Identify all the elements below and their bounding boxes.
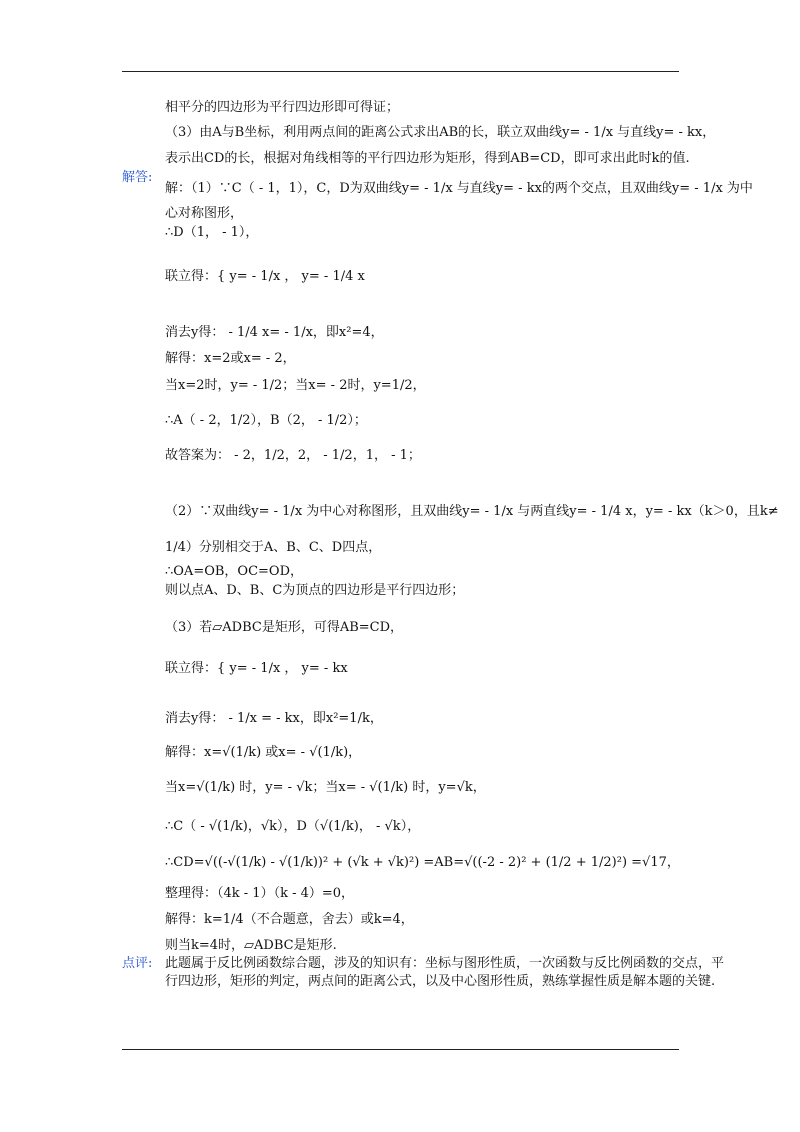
- text-line-10: 当x=2时，y= - 1/2；当x= - 2时，y=1/2，: [165, 378, 426, 393]
- text-line-15: ∴OA=OB，OC=OD，: [165, 564, 303, 579]
- text-line-2: （3）由A与B坐标，利用两点间的距离公式求出AB的长，联立双曲线y= - 1/x 与直线y= - kx，: [165, 125, 716, 140]
- text-line-23: ∴CD=√((-√(1/k) - √(1/k))² + (√k + √k)²) =AB=√((-2 - 2)² + (1/2 + 1/2)²) =√17，: [165, 855, 680, 870]
- text-line-4: 解：（1）∵C（ - 1，1），C，D为双曲线y= - 1/x 与直线y= - kx的两个交点，且双曲线y= - 1/x 为中: [165, 181, 753, 196]
- text-line-19: 消去y得： - 1/x = - kx，即x²=1/k，: [165, 711, 383, 726]
- text-line-7: 联立得：{ y= - 1/x ， y= - 1/4 x: [165, 269, 365, 284]
- text-line-13: （2）∵双曲线y= - 1/x 为中心对称图形，且双曲线y= - 1/x 与两直线y= - 1/4 x，y= - kx（k＞0，且k≠: [165, 504, 779, 519]
- text-line-12: 故答案为： - 2，1/2，2， - 1/2，1， - 1；: [165, 448, 421, 463]
- text-line-25: 解得：k=1/4（不合题意，舍去）或k=4，: [165, 912, 414, 927]
- text-line-8: 消去y得： - 1/4 x= - 1/x，即x²=4，: [165, 325, 384, 340]
- text-line-21: 当x=√(1/k) 时，y= - √k；当x= - √(1/k) 时，y=√k，: [165, 780, 486, 795]
- text-line-18: 联立得：{ y= - 1/x ， y= - kx: [165, 661, 348, 676]
- text-line-16: 则以点A、D、B、C为顶点的四边形是平行四边形；: [165, 583, 465, 598]
- comment-text: 此题属于反比例函数综合题，涉及的知识有：坐标与图形性质，一次函数与反比例函数的交点，平行四边形，矩形的判定，两点间的距离公式，以及中心图形性质，熟练掌握性质是解本题的关键.: [165, 956, 725, 989]
- bottom-rule: [122, 1049, 679, 1050]
- text-line-24: 整理得：（4k - 1）（k - 4）=0，: [165, 886, 355, 901]
- answer-label: 解答:: [122, 170, 153, 185]
- text-line-9: 解得：x=2或x= - 2，: [165, 351, 296, 366]
- top-rule: [122, 71, 679, 72]
- text-line-1: 相平分的四边形为平行四边形即可得证；: [165, 100, 400, 115]
- text-line-11: ∴A（ - 2，1/2），B（2， - 1/2）；: [165, 413, 367, 428]
- text-line-6: ∴D（1， - 1），: [165, 225, 259, 240]
- text-line-3: 表示出CD的长，根据对角线相等的平行四边形为矩形，得到AB=CD，即可求出此时k的值.: [165, 151, 690, 166]
- text-line-22: ∴C（ - √(1/k)，√k），D（√(1/k)， - √k），: [165, 819, 421, 834]
- text-line-26: 则当k=4时，▱ADBC是矩形.: [165, 938, 337, 953]
- comment-label: 点评:: [122, 956, 153, 971]
- text-line-20: 解得：x=√(1/k) 或x= - √(1/k)，: [165, 745, 362, 760]
- text-line-17: （3）若▱ADBC是矩形，可得AB=CD，: [165, 620, 404, 635]
- text-line-14: 1/4）分别相交于A、B、C、D四点，: [165, 540, 382, 555]
- text-line-5: 心对称图形，: [165, 206, 244, 221]
